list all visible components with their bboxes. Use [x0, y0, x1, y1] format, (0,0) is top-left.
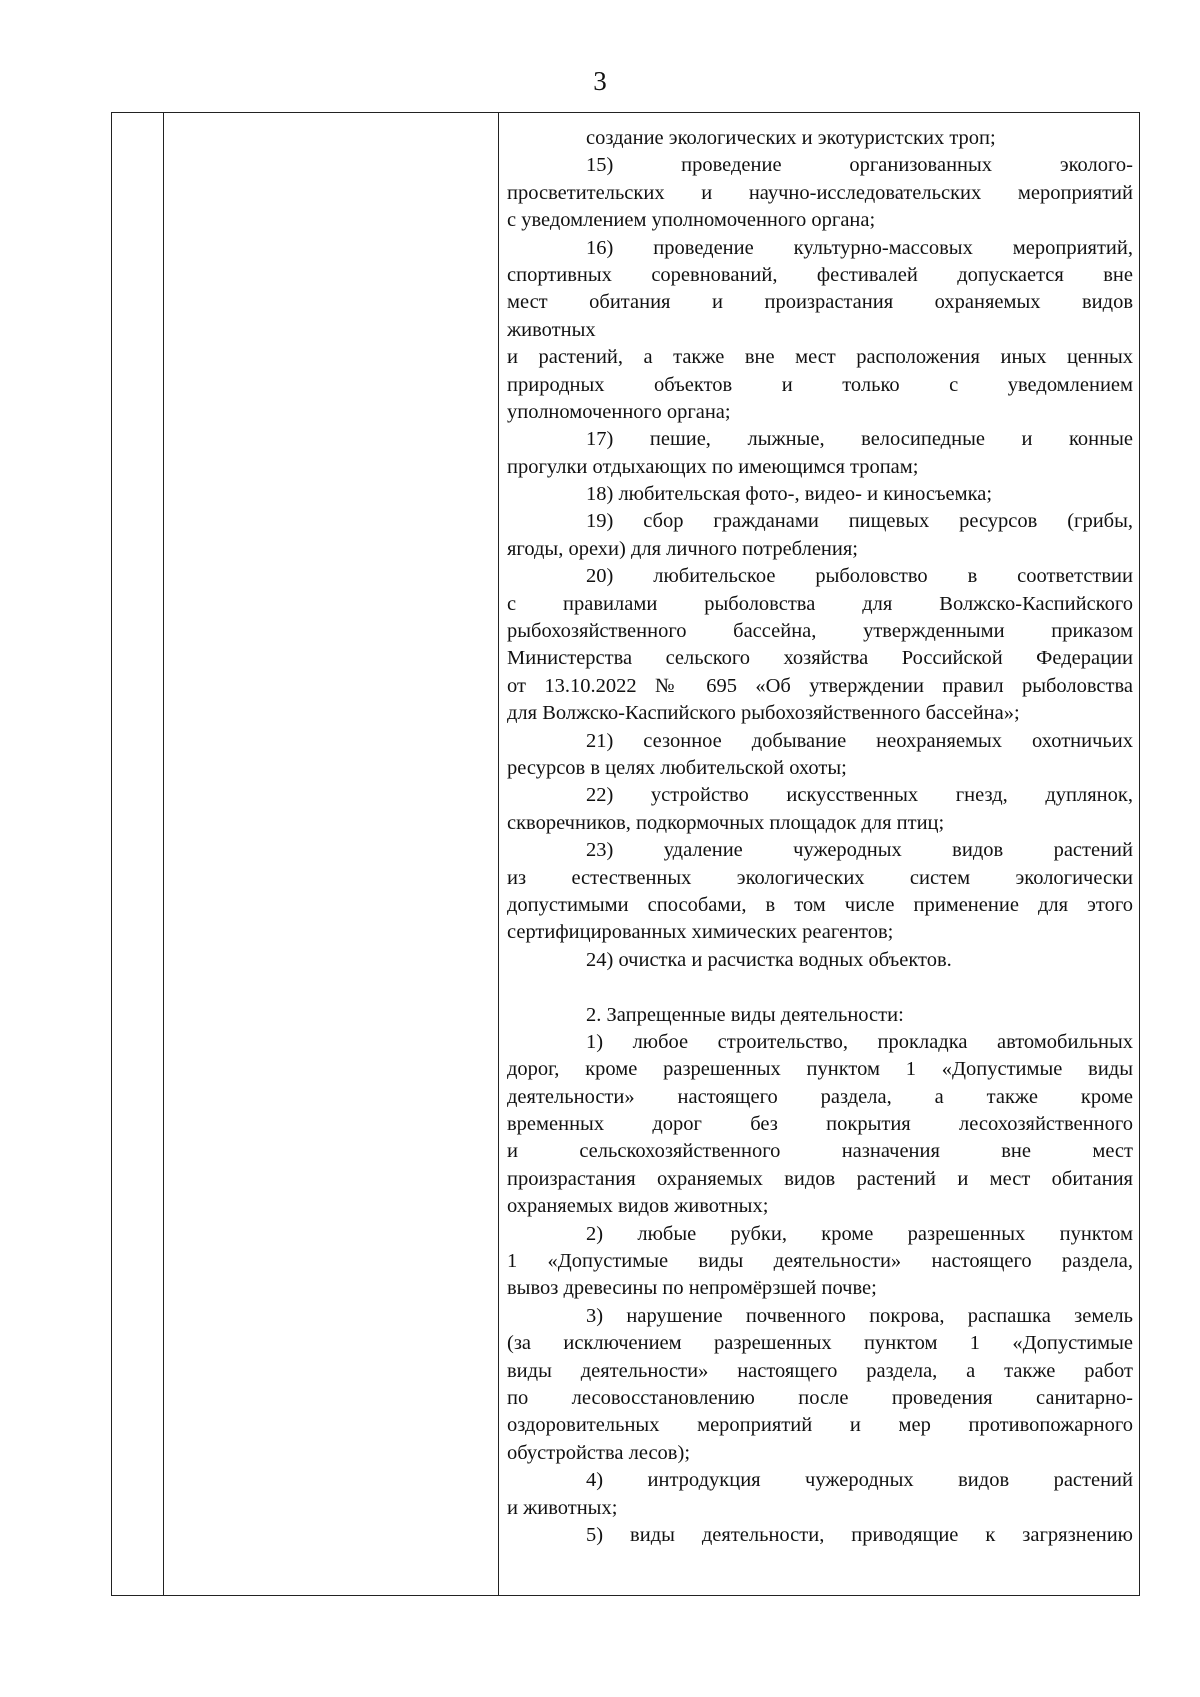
page-number: 3: [593, 66, 607, 96]
column-divider: [498, 113, 499, 1595]
text-line: дорог, кроме разрешенных пунктом 1 «Допустимые виды: [507, 1058, 1133, 1081]
text-line: вывоз древесины по непромёрзшей почве;: [507, 1277, 877, 1300]
text-line: 2) любые рубки, кроме разрешенных пунктом: [586, 1222, 1133, 1245]
text-line: 19) сбор гражданами пищевых ресурсов (грибы,: [586, 510, 1133, 533]
text-line: охраняемых видов животных;: [507, 1195, 769, 1218]
text-line: уполномоченного органа;: [507, 400, 731, 423]
text-line: природных объектов и только с уведомлением: [507, 373, 1133, 396]
text-line: обустройства лесов);: [507, 1441, 691, 1464]
text-line: (за исключением разрешенных пунктом 1 «Допустимые: [507, 1332, 1133, 1355]
column-divider: [163, 113, 164, 1595]
text-column: [507, 125, 1133, 1549]
text-line: 18) любительская фото-, видео- и киносъемка;: [586, 483, 993, 506]
text-line: 17) пешие, лыжные, велосипедные и конные: [586, 428, 1133, 451]
text-line: и животных;: [507, 1496, 618, 1519]
text-line: 21) сезонное добывание неохраняемых охотничьих: [586, 729, 1133, 752]
text-line: спортивных соревнований, фестивалей допускается вне: [507, 263, 1133, 286]
text-line: допустимыми способами, в том числе применение для этого: [507, 893, 1133, 916]
text-line: сертифицированных химических реагентов;: [507, 921, 894, 944]
text-line: оздоровительных мероприятий и мер противопожарного: [507, 1414, 1133, 1437]
text-line: прогулки отдыхающих по имеющимся тропам;: [507, 455, 919, 478]
document-table: [111, 112, 1140, 1596]
text-line: Министерства сельского хозяйства Российской Федерации: [507, 647, 1133, 670]
text-line: 23) удаление чужеродных видов растений: [586, 839, 1133, 862]
text-line: создание экологических и экотуристских троп;: [586, 127, 996, 149]
text-line: 2. Запрещенные виды деятельности:: [586, 1003, 904, 1026]
text-line: ягоды, орехи) для личного потребления;: [507, 537, 858, 560]
text-line: виды деятельности» настоящего раздела, а также работ: [507, 1359, 1133, 1382]
text-line: 15) проведение организованных эколого-: [586, 154, 1133, 177]
text-line: и растений, а также вне мест расположения иных ценных: [507, 346, 1133, 369]
text-line: и сельскохозяйственного назначения вне мест: [507, 1140, 1133, 1163]
text-line: по лесовосстановлению после проведения санитарно-: [507, 1386, 1133, 1409]
text-line: временных дорог без покрытия лесохозяйственного: [507, 1113, 1133, 1136]
text-line: просветительских и научно-исследовательских мероприятий: [507, 181, 1133, 204]
text-line: ресурсов в целях любительской охоты;: [507, 756, 847, 779]
text-line: для Волжско-Каспийского рыбохозяйственного бассейна»;: [507, 702, 1020, 725]
text-line: 1) любое строительство, прокладка автомобильных: [586, 1030, 1133, 1053]
text-line: 4) интродукция чужеродных видов растений: [586, 1469, 1133, 1492]
paragraph-gap: [507, 974, 1133, 1001]
text-line: произрастания охраняемых видов растений и мест обитания: [507, 1167, 1133, 1190]
text-line: рыбохозяйственного бассейна, утвержденными приказом: [507, 620, 1133, 643]
text-line: 16) проведение культурно-массовых мероприятий,: [586, 236, 1133, 259]
text-line: животных: [507, 318, 596, 341]
text-line: 24) очистка и расчистка водных объектов.: [586, 948, 952, 971]
text-line: мест обитания и произрастания охраняемых видов: [507, 291, 1133, 314]
text-line: из естественных экологических систем экологически: [507, 866, 1133, 889]
text-line: 20) любительское рыболовство в соответствии: [586, 565, 1133, 588]
text-line: 22) устройство искусственных гнезд, дуплянок,: [586, 784, 1133, 807]
text-line: деятельности» настоящего раздела, а также кроме: [507, 1085, 1133, 1108]
text-line: 3) нарушение почвенного покрова, распашка земель: [586, 1304, 1133, 1327]
text-line: с уведомлением уполномоченного органа;: [507, 209, 876, 232]
text-line: от 13.10.2022 № 695 «Об утверждении правил рыболовства: [507, 674, 1133, 697]
text-line: с правилами рыболовства для Волжско-Каспийского: [507, 592, 1133, 615]
text-line: скворечников, подкормочных площадок для птиц;: [507, 811, 945, 834]
text-line: 5) виды деятельности, приводящие к загрязнению: [586, 1523, 1133, 1546]
text-line: 1 «Допустимые виды деятельности» настоящего раздела,: [507, 1250, 1133, 1273]
